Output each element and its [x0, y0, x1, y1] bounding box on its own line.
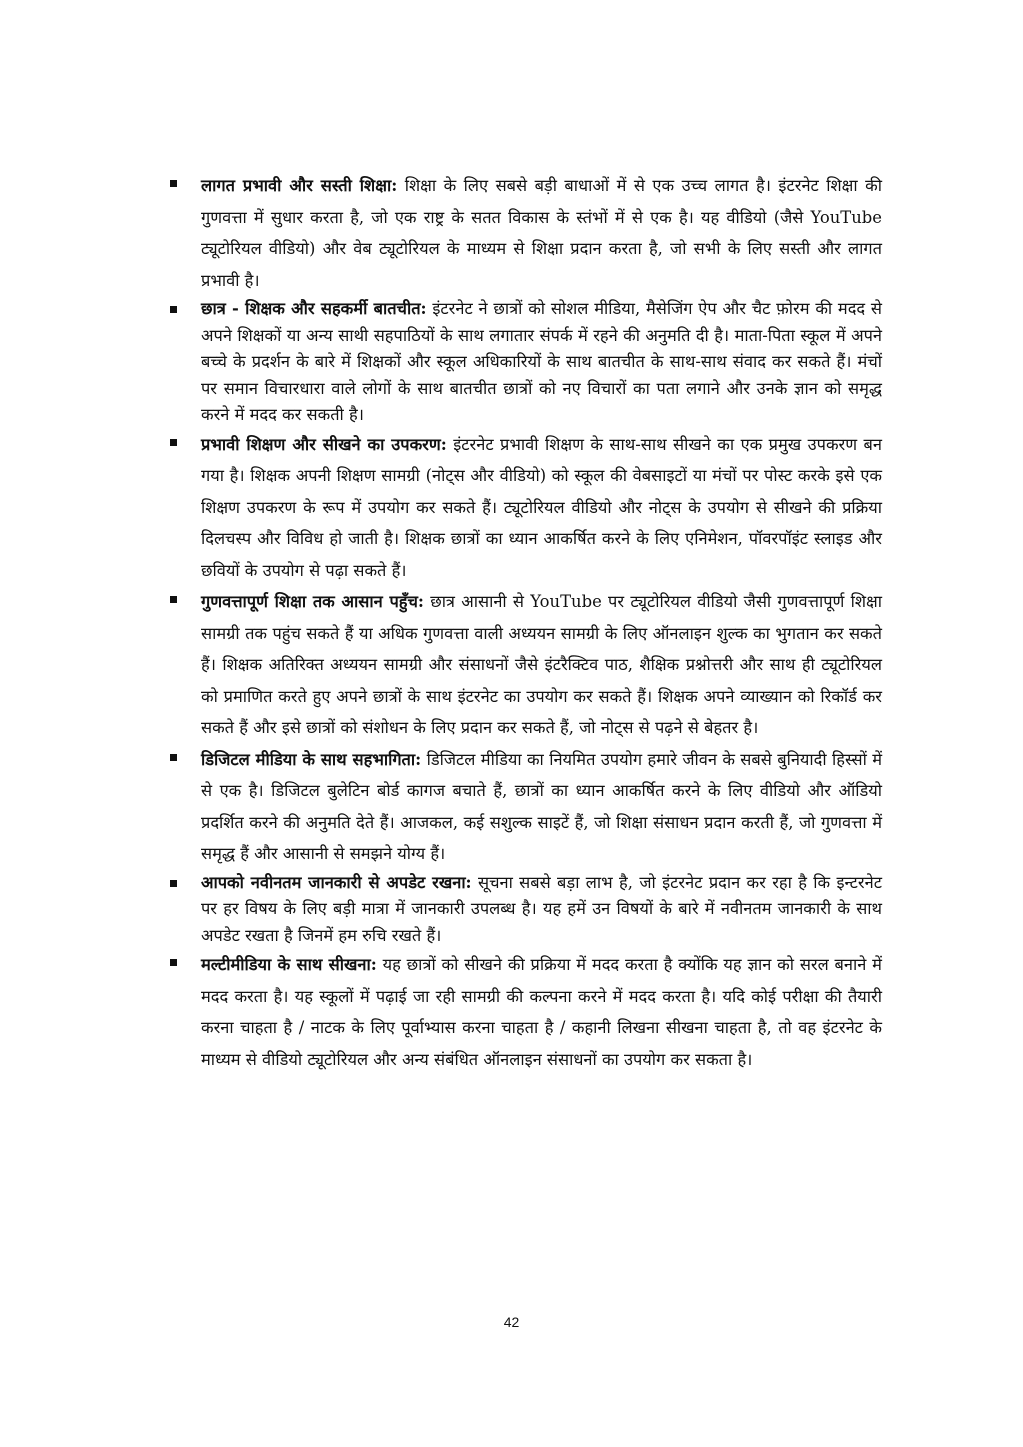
item-text: इंटरनेट प्रभावी शिक्षण के साथ-साथ सीखने का एक प्रमुख उपकरण बन गया है। शिक्षक अपनी शिक्षण सामग्री (नोट्स और वीडियो) को स्कूल की वेबसाइटों या मंचों पर पोस्ट करके इसे एक शिक्षण उपकरण के रूप में उपयोग कर सकते हैं। ट्यूटोरियल वीडियो और नोट्स के उपयोग से सीखने की प्रक्रिया दिलचस्प और विविध हो जाती है। शिक्षक छात्रों का ध्यान आकर्षित करने के लिए एनिमेशन, पॉवरपॉइंट स्लाइड और छवियों के उपयोग से पढ़ा सकते हैं। [201, 434, 882, 580]
list-item [170, 170, 882, 296]
item-heading: छात्र - शिक्षक और सहकर्मी बातचीत: [201, 299, 427, 318]
paragraph [201, 429, 882, 587]
list-item [170, 744, 882, 870]
square-bullet-icon [170, 959, 177, 966]
square-bullet-icon [170, 754, 177, 761]
paragraph [201, 949, 882, 1075]
item-text: यह छात्रों को सीखने की प्रक्रिया में मदद करता है क्योंकि यह ज्ञान को सरल बनाने में मदद करता है। यह स्कूलों में पढ़ाई जा रही सामग्री की कल्पना करने में मदद करता है। यदि कोई परीक्षा की तैयारी करना चाहता है / नाटक के लिए पूर्वाभ्यास करना चाहता है / कहानी लिखना सीखना चाहता है, तो वह इंटरनेट के माध्यम से वीडियो ट्यूटोरियल और अन्य संबंधित ऑनलाइन संसाधनों का उपयोग कर सकता है। [201, 955, 882, 1069]
square-bullet-icon [170, 306, 177, 313]
item-heading: मल्टीमीडिया के साथ सीखना: [201, 955, 377, 974]
bullet-list [170, 170, 882, 1075]
item-text: छात्र आसानी से YouTube पर ट्यूटोरियल वीडियो जैसी गुणवत्तापूर्ण शिक्षा सामग्री तक पहुंच सकते हैं या अधिक गुणवत्ता वाली अध्ययन सामग्री के लिए ऑनलाइन शुल्क का भुगतान कर सकते हैं। शिक्षक अतिरिक्त अध्ययन सामग्री और संसाधनों जैसे इंटरैक्टिव पाठ, शैक्षिक प्रश्नोत्तरी और साथ ही ट्यूटोरियल को प्रमाणित करते हुए अपने छात्रों के साथ इंटरनेट का उपयोग कर सकते हैं। शिक्षक अपने व्याख्यान को रिकॉर्ड कर सकते हैं और इसे छात्रों को संशोधन के लिए प्रदान कर सकते हैं, जो नोट्स से पढ़ने से बेहतर है। [201, 592, 883, 737]
item-heading: डिजिटल मीडिया के साथ सहभागिता: [201, 749, 422, 769]
list-item [170, 870, 882, 950]
item-heading: आपको नवीनतम जानकारी से अपडेट रखना: [201, 872, 472, 892]
item-text: सूचना सबसे बड़ा लाभ है, जो इंटरनेट प्रदान कर रहा है कि इन्टरनेट पर हर विषय के लिए बड़ी मात्रा में जानकारी उपलब्ध है। यह हमें उन विषयों के बारे में नवीनतम जानकारी के साथ अपडेट रखता है जिनमें हम रुचि रखते हैं। [201, 872, 882, 945]
paragraph [201, 744, 882, 870]
page-number: 42 [503, 1314, 520, 1330]
list-item [170, 586, 882, 744]
list-item [170, 429, 882, 587]
square-bullet-icon [170, 880, 177, 887]
item-heading: गुणवत्तापूर्ण शिक्षा तक आसान पहुँच: [201, 592, 424, 611]
item-text: शिक्षा के लिए सबसे बड़ी बाधाओं में से एक उच्च लागत है। इंटरनेट शिक्षा की गुणवत्ता में सुधार करता है, जो एक राष्ट्र के सतत विकास के स्तंभों में से एक है। यह वीडियो (जैसे YouTube ट्यूटोरियल वीडियो) और वेब ट्यूटोरियल के माध्यम से शिक्षा प्रदान करता है, जो सभी के लिए सस्ती और लागत प्रभावी है। [201, 176, 882, 290]
paragraph [201, 296, 882, 429]
paragraph [201, 586, 882, 744]
item-heading: लागत प्रभावी और सस्ती शिक्षा: [201, 176, 398, 195]
square-bullet-icon [170, 439, 177, 446]
paragraph [201, 170, 882, 296]
paragraph [201, 870, 882, 950]
square-bullet-icon [170, 596, 177, 603]
item-text: इंटरनेट ने छात्रों को सोशल मीडिया, मैसेजिंग ऐप और चैट फ़ोरम की मदद से अपने शिक्षकों या अन्य साथी सहपाठियों के साथ लगातार संपर्क में रहने की अनुमति दी है। माता-पिता स्कूल में अपने बच्चे के प्रदर्शन के बारे में शिक्षकों और स्कूल अधिकारियों के साथ बातचीत के साथ-साथ संवाद कर सकते हैं। मंचों पर समान विचारधारा वाले लोगों के साथ बातचीत छात्रों को नए विचारों का पता लगाने और उनके ज्ञान को समृद्ध करने में मदद कर सकती है। [201, 299, 882, 424]
item-heading: प्रभावी शिक्षण और सीखने का उपकरण: [201, 434, 447, 454]
list-item [170, 296, 882, 429]
square-bullet-icon [170, 180, 177, 187]
item-text: डिजिटल मीडिया का नियमित उपयोग हमारे जीवन के सबसे बुनियादी हिस्सों में से एक है। डिजिटल बुलेटिन बोर्ड कागज बचाते हैं, छात्रों का ध्यान आकर्षित करने के लिए वीडियो और ऑडियो प्रदर्शित करने की अनुमति देते हैं। आजकल, कई सशुल्क साइटें हैं, जो शिक्षा संसाधन प्रदान करती हैं, जो गुणवत्ता में समृद्ध हैं और आसानी से समझने योग्य हैं। [201, 749, 883, 863]
list-item [170, 949, 882, 1075]
